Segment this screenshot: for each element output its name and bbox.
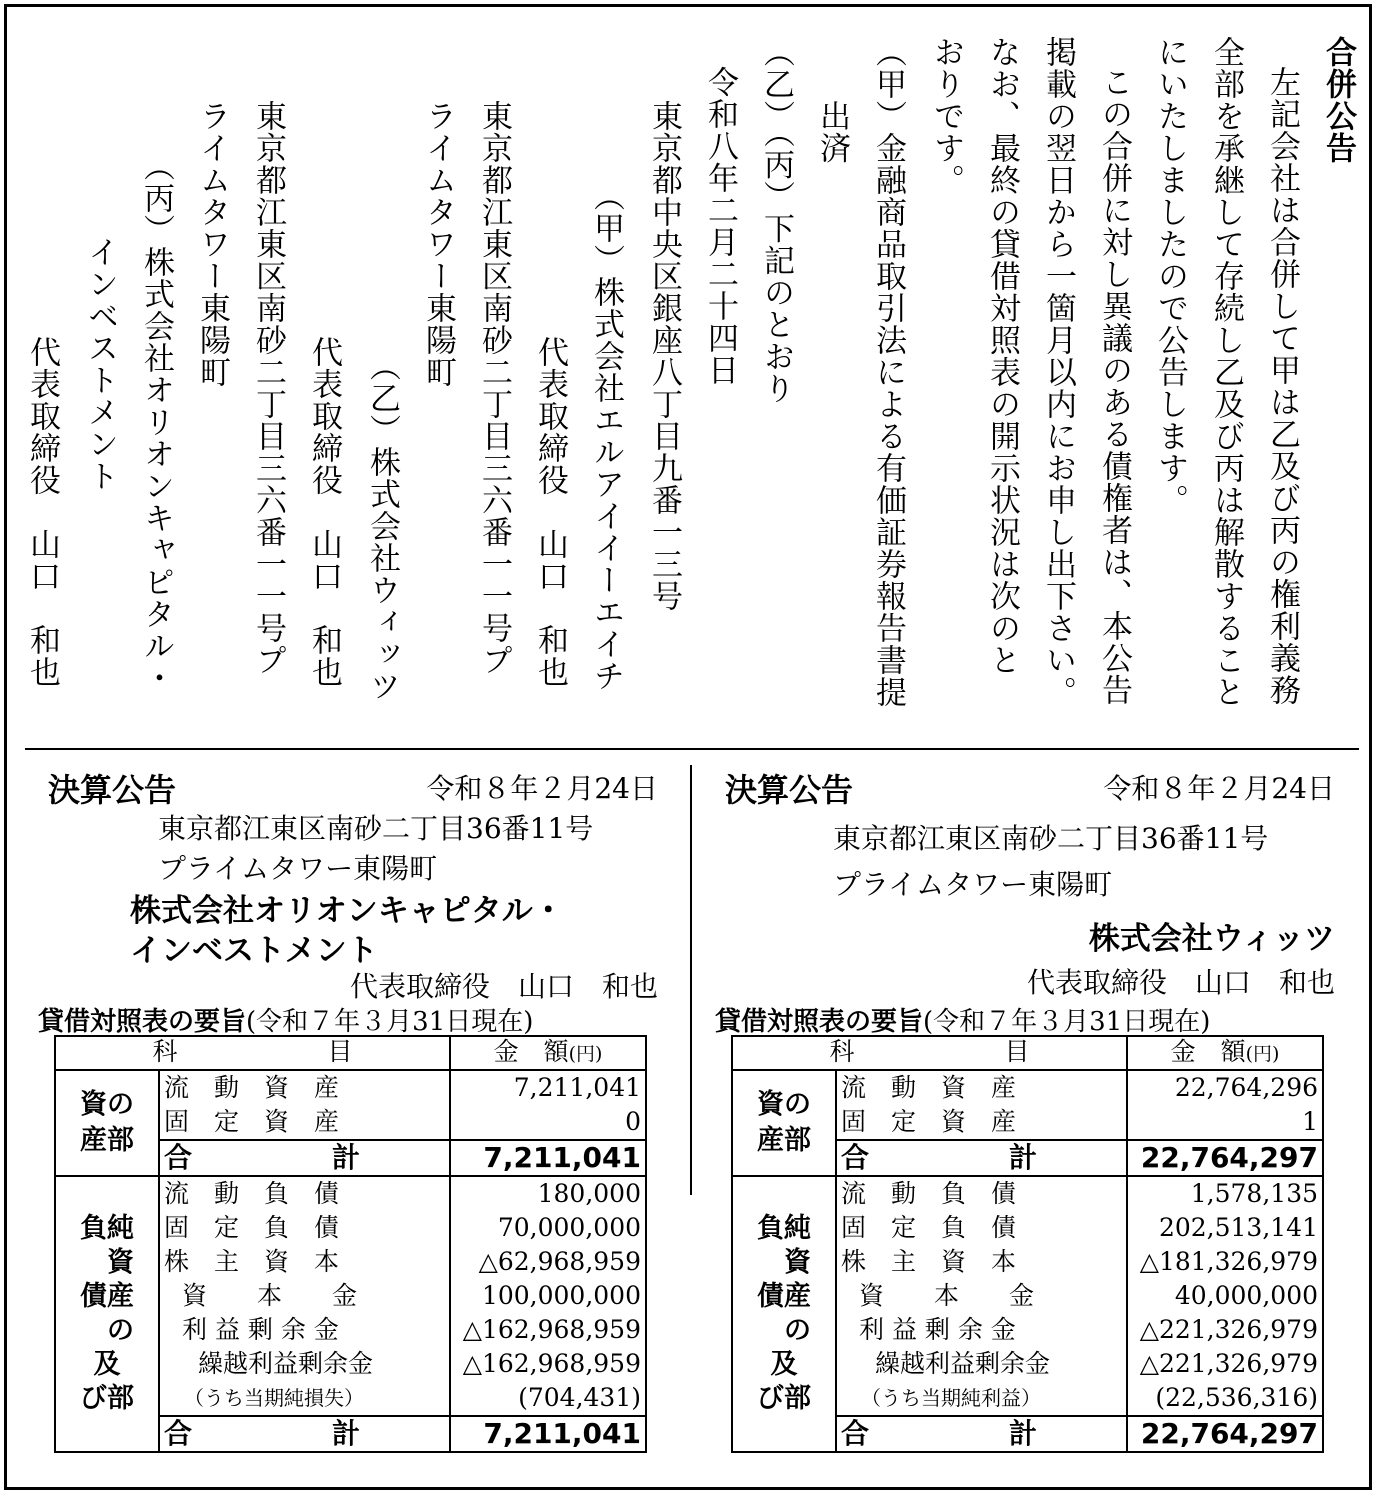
balance-sheet-date: (令和７年３月31日現在) [246, 1007, 534, 1037]
merger-line: 掲載の翌日から一箇月以内にお申し出下さい。 [1040, 36, 1076, 708]
merger-line: この合併に対し異議のある債権者は、本公告 [1096, 66, 1132, 706]
row-label: 合 計 [836, 1416, 1127, 1452]
statement-title: 決算公告 [48, 771, 177, 809]
balance-sheet-date: (令和７年３月31日現在) [923, 1007, 1211, 1037]
row-label: 合 計 [159, 1416, 450, 1452]
merger-line: 全部を承継して存続し乙及び丙は解散すること [1208, 36, 1244, 708]
liabilities-section-label: 負純 資 債産 の 及 び部 [732, 1176, 836, 1452]
financial-statement-witts [715, 765, 1345, 1475]
merger-line: （甲）株式会社エルアイイーエイチ [588, 180, 624, 692]
statement-date: 令和８年２月24日 [1103, 772, 1335, 805]
balance-sheet-title: 貸借対照表の要旨 [715, 1007, 924, 1037]
balance-sheet-table [54, 1035, 647, 1453]
assets-section-label: 資の 産部 [732, 1070, 836, 1176]
address-line: 東京都江東区南砂二丁目36番11号 [158, 812, 594, 845]
row-value: 22,764,297 [1127, 1140, 1323, 1176]
row-label: 合 計 [836, 1140, 1127, 1176]
table-header [732, 1036, 1323, 1070]
representative: 代表取締役 山口 和也 [1026, 966, 1335, 999]
merger-line: 代表取締役 山口 和也 [24, 336, 60, 688]
company-name: 株式会社ウィッツ [1088, 921, 1335, 957]
section-divider [25, 748, 1359, 750]
merger-line: ライムタワー東陽町 [194, 100, 230, 388]
balance-sheet-table [731, 1035, 1324, 1453]
merger-line: （丙）株式会社オリオンキャピタル・ [138, 150, 174, 694]
row-value: 1,578,135 202,513,141 △181,326,979 40,000,000 △221,326,979 △221,326,979 (22,536,316) [1127, 1176, 1323, 1416]
merger-line: 代表取締役 山口 和也 [532, 336, 568, 688]
merger-line: インベストメント [82, 236, 118, 492]
balance-sheet-heading [715, 1001, 1210, 1038]
merger-line: 代表取締役 山口 和也 [306, 336, 342, 688]
merger-line: 東京都江東区南砂二丁目三六番一一号プ [476, 100, 512, 676]
row-label: 合 計 [159, 1140, 450, 1176]
statement-date: 令和８年２月24日 [426, 772, 658, 805]
header-amount: 金 額(円) [450, 1036, 646, 1070]
header-amount: 金 額(円) [1127, 1036, 1323, 1070]
merger-line: 令和八年二月二十四日 [702, 66, 738, 386]
table-row [732, 1176, 1323, 1416]
header-item: 科 目 [732, 1036, 1127, 1070]
merger-line: おりです。 [928, 36, 964, 196]
address-line: プライムタワー東陽町 [158, 852, 438, 885]
row-label: 流 動 資 産 固 定 資 産 [836, 1070, 1127, 1140]
row-value: 7,211,041 [450, 1416, 646, 1452]
merger-line: 東京都江東区南砂二丁目三六番一一号プ [250, 100, 286, 676]
row-value: 7,211,041 0 [450, 1070, 646, 1140]
row-label: 流 動 負 債 固 定 負 債 株 主 資 本 資 本 金 利 益 剰 余 金 繰越利益剰余金 （うち当期純損失） [159, 1176, 450, 1416]
row-value: 180,000 70,000,000 △62,968,959 100,000,000 △162,968,959 △162,968,959 (704,431) [450, 1176, 646, 1416]
merger-line: 左記会社は合併して甲は乙及び丙の権利義務 [1264, 66, 1300, 706]
table-row [55, 1176, 646, 1416]
address-line: 東京都江東区南砂二丁目36番11号 [833, 822, 1269, 855]
table-row [55, 1070, 646, 1140]
row-value: 22,764,296 1 [1127, 1070, 1323, 1140]
balance-sheet-heading [38, 1001, 533, 1038]
liabilities-section-label: 負純 資 債産 の 及 び部 [55, 1176, 159, 1452]
merger-line: にいたしましたので公告します。 [1152, 36, 1188, 516]
financial-statement-orion [38, 765, 668, 1475]
header-item: 科 目 [55, 1036, 450, 1070]
representative: 代表取締役 山口 和也 [349, 970, 658, 1003]
row-value: 22,764,297 [1127, 1416, 1323, 1452]
row-label: 流 動 負 債 固 定 負 債 株 主 資 本 資 本 金 利 益 剰 余 金 繰越利益剰余金 （うち当期純利益） [836, 1176, 1127, 1416]
merger-line: （乙）株式会社ウィッツ [364, 350, 400, 702]
merger-line: （甲）金融商品取引法による有価証券報告書提 [870, 36, 906, 708]
address-line: プライムタワー東陽町 [833, 868, 1113, 901]
company-name: インベストメント [130, 933, 378, 969]
company-name: 株式会社オリオンキャピタル・ [130, 893, 564, 929]
column-divider [690, 765, 692, 1195]
merger-line: ライムタワー東陽町 [420, 100, 456, 388]
table-row [732, 1070, 1323, 1140]
statement-title: 決算公告 [725, 771, 854, 809]
balance-sheet-title: 貸借対照表の要旨 [38, 1007, 247, 1037]
merger-line: 東京都中央区銀座八丁目九番一三号 [646, 100, 682, 612]
assets-section-label: 資の 産部 [55, 1070, 159, 1176]
row-value: 7,211,041 [450, 1140, 646, 1176]
merger-line: なお、最終の貸借対照表の開示状況は次のと [984, 36, 1020, 676]
merger-line: 出済 [814, 100, 850, 164]
row-label: 流 動 資 産 固 定 資 産 [159, 1070, 450, 1140]
merger-line: （乙）（丙）下記のとおり [758, 36, 794, 405]
merger-title: 合併公告 [1320, 36, 1356, 164]
table-header [55, 1036, 646, 1070]
